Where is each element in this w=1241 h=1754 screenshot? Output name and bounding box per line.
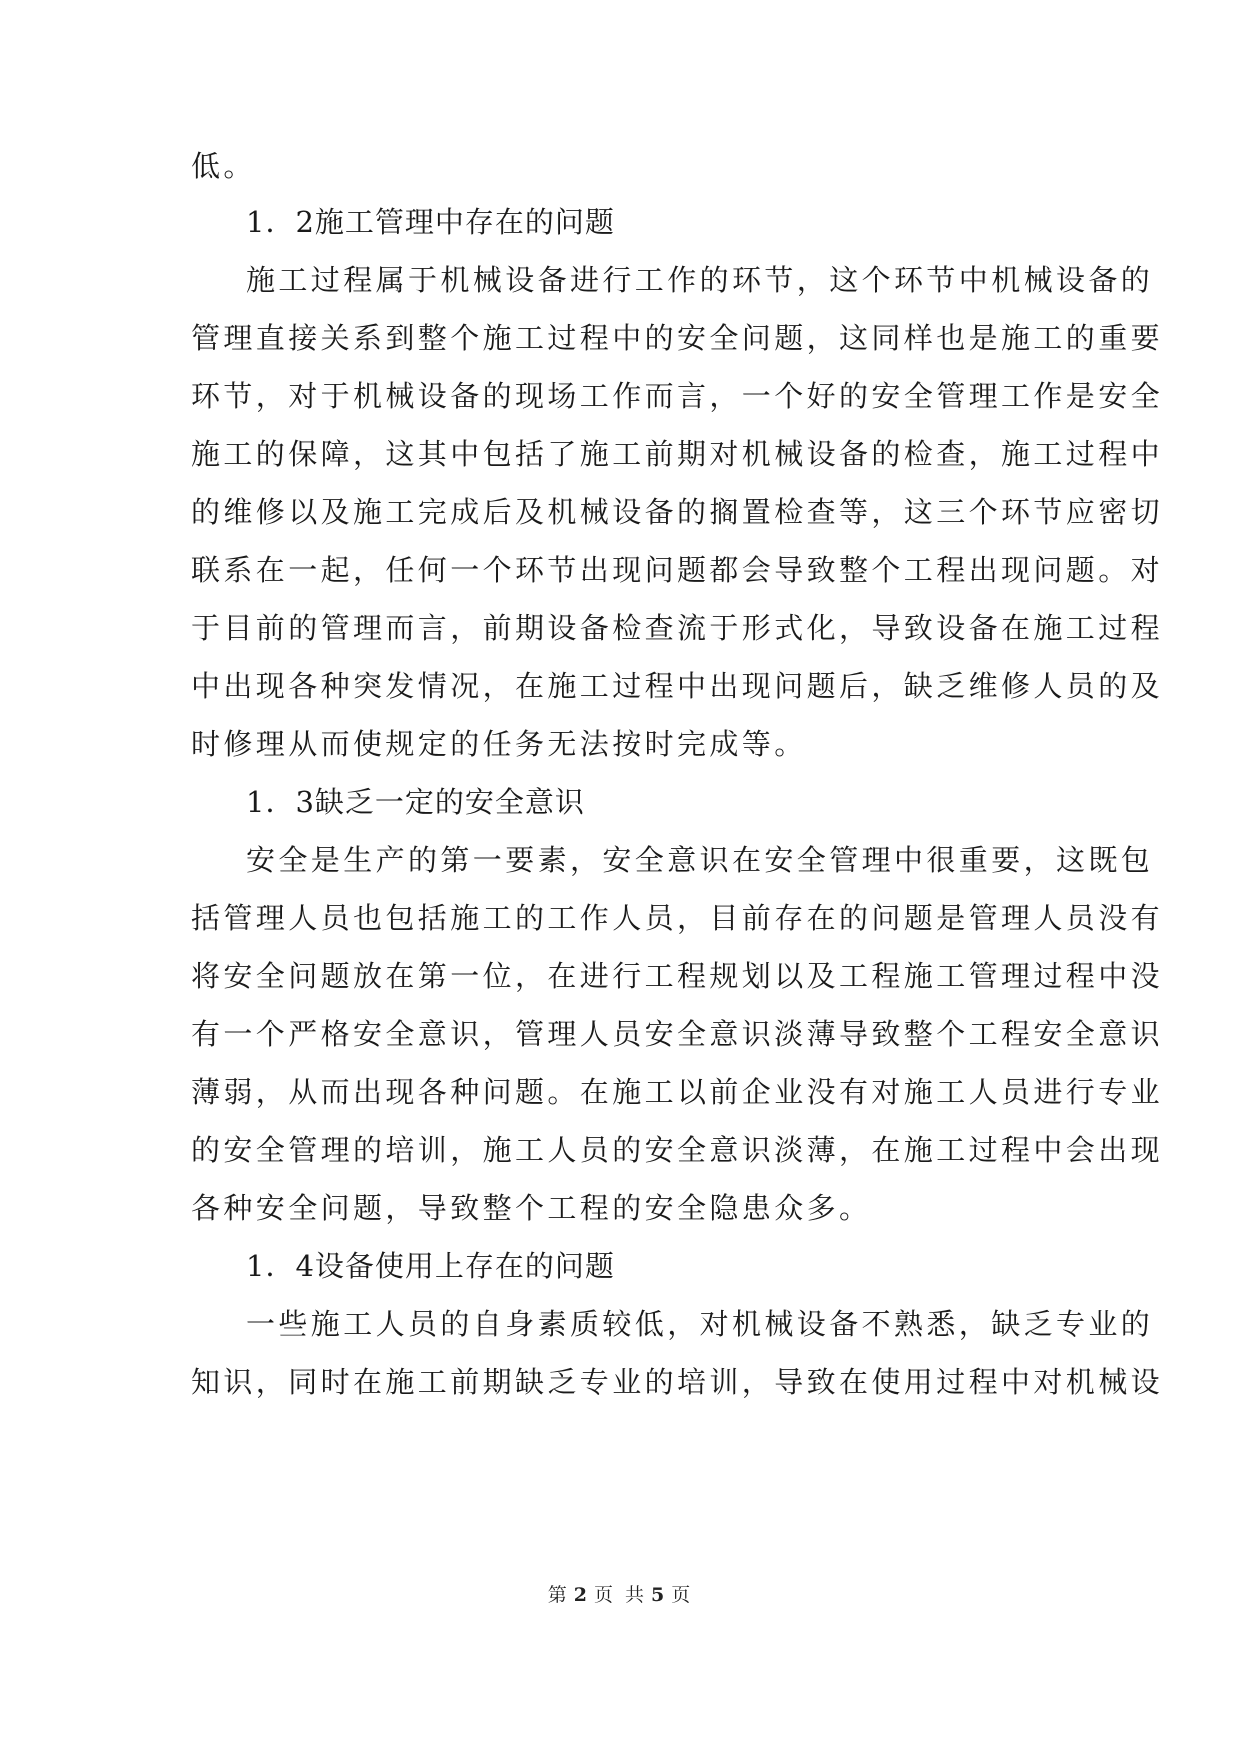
paragraph-line: 安全是生产的第一要素，安全意识在安全管理中很重要，这既包 <box>246 843 1154 877</box>
paragraph-line: 管理直接关系到整个施工过程中的安全问题，这同样也是施工的重要 <box>191 321 1164 355</box>
total-page-count: 5 <box>651 1584 668 1606</box>
paragraph-line: 薄弱，从而出现各种问题。在施工以前企业没有对施工人员进行专业 <box>191 1075 1164 1109</box>
page-footer <box>0 1583 1241 1607</box>
paragraph-line: 知识，同时在施工前期缺乏专业的培训，导致在使用过程中对机械设 <box>191 1365 1164 1399</box>
paragraph-line: 将安全问题放在第一位，在进行工程规划以及工程施工管理过程中没 <box>191 959 1164 993</box>
footer-prefix: 第 <box>547 1584 570 1606</box>
paragraph-line: 施工过程属于机械设备进行工作的环节，这个环节中机械设备的 <box>246 263 1154 297</box>
section-heading-1-2: 1．2施工管理中存在的问题 <box>246 205 615 239</box>
paragraph-line: 联系在一起，任何一个环节出现问题都会导致整个工程出现问题。对 <box>191 553 1164 587</box>
footer-middle: 页 共 <box>593 1584 648 1606</box>
section-heading-1-3: 1．3缺乏一定的安全意识 <box>246 785 585 819</box>
paragraph-line: 低。 <box>191 149 256 183</box>
footer-suffix: 页 <box>671 1584 694 1606</box>
paragraph-line: 施工的保障，这其中包括了施工前期对机械设备的检查，施工过程中 <box>191 437 1164 471</box>
paragraph-line: 的维修以及施工完成后及机械设备的搁置检查等，这三个环节应密切 <box>191 495 1164 529</box>
paragraph-line: 有一个严格安全意识，管理人员安全意识淡薄导致整个工程安全意识 <box>191 1017 1164 1051</box>
paragraph-line: 的安全管理的培训，施工人员的安全意识淡薄，在施工过程中会出现 <box>191 1133 1164 1167</box>
current-page-number: 2 <box>573 1584 590 1606</box>
section-heading-1-4: 1．4设备使用上存在的问题 <box>246 1249 615 1283</box>
paragraph-line: 时修理从而使规定的任务无法按时完成等。 <box>191 727 807 761</box>
paragraph-line: 各种安全问题，导致整个工程的安全隐患众多。 <box>191 1191 872 1225</box>
paragraph-line: 中出现各种突发情况，在施工过程中出现问题后，缺乏维修人员的及 <box>191 669 1164 703</box>
paragraph-line: 于目前的管理而言，前期设备检查流于形式化，导致设备在施工过程 <box>191 611 1164 645</box>
paragraph-line: 环节，对于机械设备的现场工作而言，一个好的安全管理工作是安全 <box>191 379 1164 413</box>
paragraph-line: 括管理人员也包括施工的工作人员，目前存在的问题是管理人员没有 <box>191 901 1164 935</box>
paragraph-line: 一些施工人员的自身素质较低，对机械设备不熟悉，缺乏专业的 <box>246 1307 1154 1341</box>
